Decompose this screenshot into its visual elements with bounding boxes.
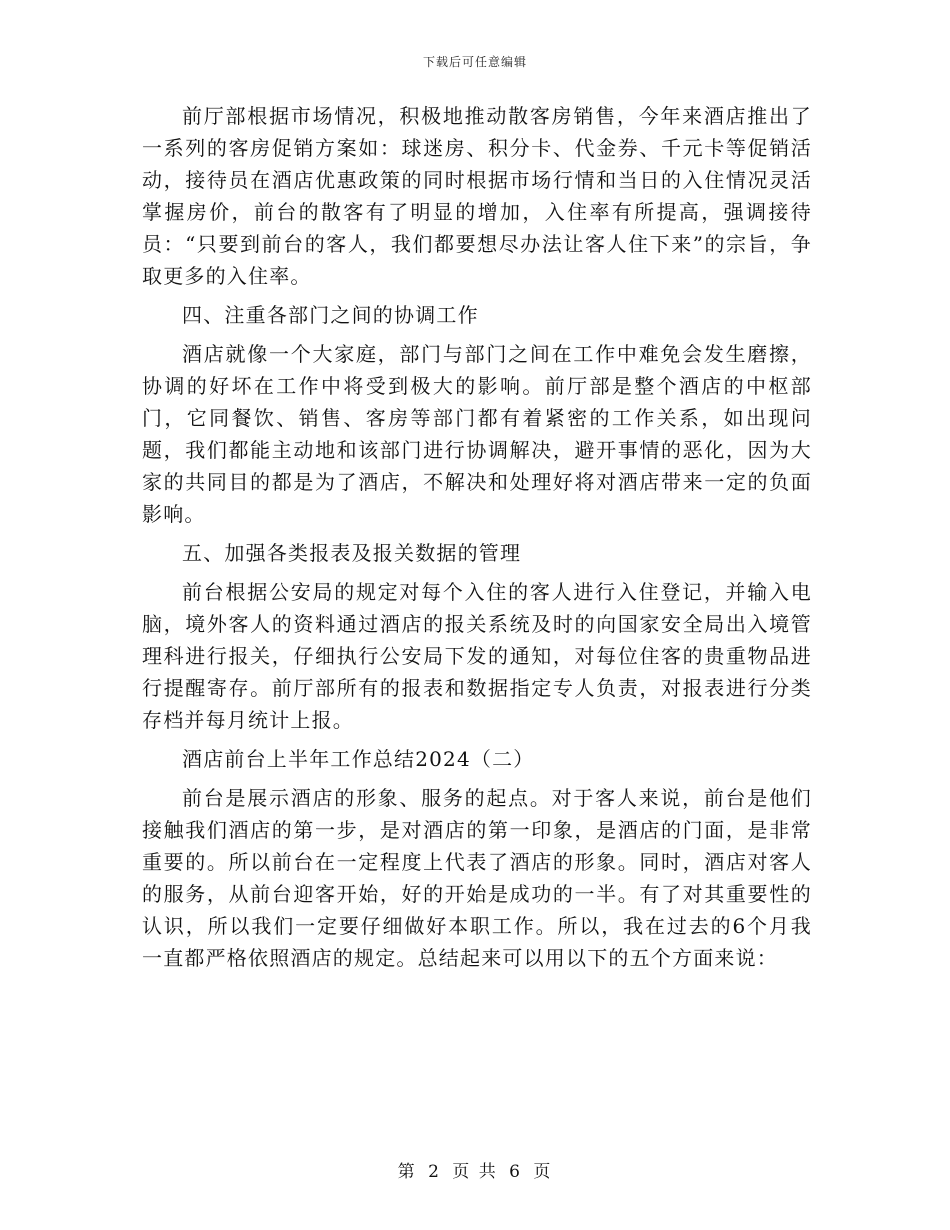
- footer-prefix: 第: [397, 1162, 417, 1182]
- section-heading-reports: 五、加强各类报表及报关数据的管理: [182, 541, 522, 565]
- footer-suffix: 页: [533, 1162, 553, 1182]
- page-header: 下载后可任意编辑: [422, 55, 527, 69]
- total-page-count: 6: [509, 1162, 522, 1182]
- paragraph-front-desk: 前台是展示酒店的形象、服务的起点。对于客人来说，前台是他们接触我们酒店的第一步，是对酒店的第一印象，是酒店的门面，是非常重要的。所以前台在一定程度上代表了酒店的形象。同时，酒店对客人的服务，从前台迎客开始，好的开始是成功的一半。有了对其重要性的认识，所以我们一定要仔细做好本职工作。所以，我在过去的6个月我一直都严格依照酒店的规定。总结起来可以用以下的五个方面来说：: [142, 786, 812, 970]
- document-subtitle: 酒店前台上半年工作总结2024（二）: [182, 747, 535, 771]
- page-footer: [0, 1157, 950, 1182]
- current-page-number: 2: [428, 1162, 441, 1182]
- paragraph-coordination: 酒店就像一个大家庭，部门与部门之间在工作中难免会发生磨擦，协调的好坏在工作中将受到极大的影响。前厅部是整个酒店的中枢部门，它同餐饮、销售、客房等部门都有着紧密的工作关系，如出现问题，我们都能主动地和该部门进行协调解决，避开事情的恶化，因为大家的共同目的都是为了酒店，不解决和处理好将对酒店带来一定的负面影响。: [142, 342, 812, 526]
- section-heading-coordination: 四、注重各部门之间的协调工作: [182, 303, 479, 327]
- footer-middle: 页 共: [452, 1162, 498, 1182]
- paragraph-reports: 前台根据公安局的规定对每个入住的客人进行入住登记，并输入电脑，境外客人的资料通过酒店的报关系统及时的向国家安全局出入境管理科进行报关，仔细执行公安局下发的通知，对每位住客的贵重物品进行提醒寄存。前厅部所有的报表和数据指定专人负责，对报表进行分类存档并每月统计上报。: [142, 580, 812, 732]
- document-body: [142, 100, 812, 981]
- paragraph-room-sales: 前厅部根据市场情况，积极地推动散客房销售，今年来酒店推出了一系列的客房促销方案如：球迷房、积分卡、代金券、千元卡等促销活动，接待员在酒店优惠政策的同时根据市场行情和当日的入住情况灵活掌握房价，前台的散客有了明显的增加，入住率有所提高，强调接待员：“只要到前台的客人，我们都要想尽办法让客人住下来”的宗旨，争取更多的入住率。: [142, 104, 812, 288]
